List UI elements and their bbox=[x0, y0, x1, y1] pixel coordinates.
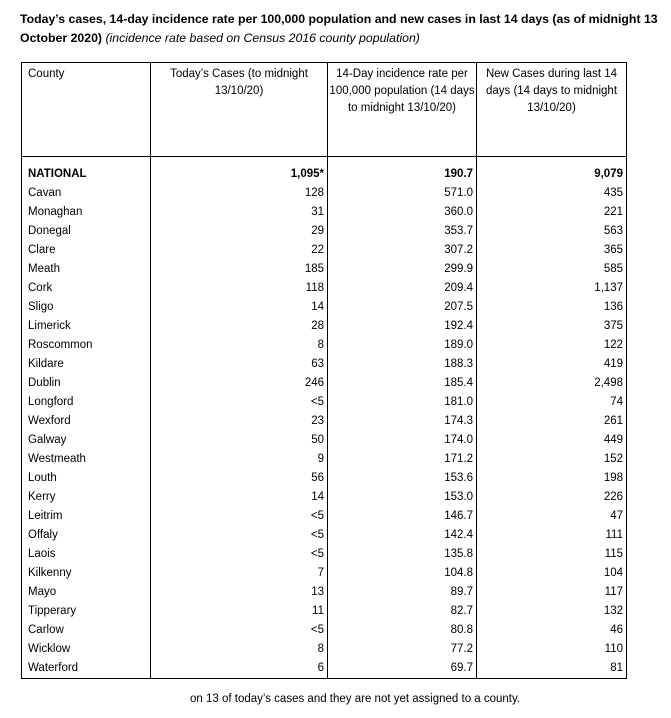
incidence-rate-cell: 360.0 bbox=[328, 203, 477, 222]
new-cases-cell: 47 bbox=[477, 507, 627, 526]
table-row bbox=[22, 374, 627, 393]
todays-cases-cell: 6 bbox=[151, 659, 328, 679]
county-cell: Cork bbox=[22, 279, 151, 298]
todays-cases-cell: <5 bbox=[151, 393, 328, 412]
incidence-rate-cell: 146.7 bbox=[328, 507, 477, 526]
county-cell: Dublin bbox=[22, 374, 151, 393]
table-row bbox=[22, 640, 627, 659]
incidence-rate-cell: 104.8 bbox=[328, 564, 477, 583]
incidence-rate-cell: 307.2 bbox=[328, 241, 477, 260]
table-row bbox=[22, 507, 627, 526]
county-cell: Westmeath bbox=[22, 450, 151, 469]
incidence-rate-cell: 174.3 bbox=[328, 412, 477, 431]
new-cases-cell: 9,079 bbox=[477, 165, 627, 184]
table-row bbox=[22, 583, 627, 602]
new-cases-cell: 585 bbox=[477, 260, 627, 279]
new-cases-cell: 375 bbox=[477, 317, 627, 336]
county-cell: Galway bbox=[22, 431, 151, 450]
county-cases-table bbox=[21, 62, 627, 679]
new-cases-cell: 221 bbox=[477, 203, 627, 222]
table-row bbox=[22, 203, 627, 222]
column-header-incidence-rate: 14-Day incidence rate per 100,000 population (14 days to midnight 13/10/20) bbox=[328, 63, 477, 157]
new-cases-cell: 365 bbox=[477, 241, 627, 260]
todays-cases-cell: 22 bbox=[151, 241, 328, 260]
incidence-rate-cell: 181.0 bbox=[328, 393, 477, 412]
todays-cases-cell: 9 bbox=[151, 450, 328, 469]
incidence-rate-cell: 80.8 bbox=[328, 621, 477, 640]
national-row bbox=[22, 165, 627, 184]
todays-cases-cell: <5 bbox=[151, 621, 328, 640]
incidence-rate-cell: 153.6 bbox=[328, 469, 477, 488]
county-cell: Donegal bbox=[22, 222, 151, 241]
county-cell: Sligo bbox=[22, 298, 151, 317]
table-row bbox=[22, 545, 627, 564]
incidence-rate-cell: 135.8 bbox=[328, 545, 477, 564]
incidence-rate-cell: 174.0 bbox=[328, 431, 477, 450]
table-row bbox=[22, 298, 627, 317]
incidence-rate-cell: 69.7 bbox=[328, 659, 477, 679]
heading-note: (incidence rate based on Census 2016 county population) bbox=[105, 31, 420, 45]
table-header-row bbox=[22, 63, 627, 157]
column-header-new-cases-14-days: New Cases during last 14 days (14 days to midnight 13/10/20) bbox=[477, 63, 627, 157]
todays-cases-cell: 23 bbox=[151, 412, 328, 431]
table-row bbox=[22, 317, 627, 336]
table-row bbox=[22, 355, 627, 374]
table-row bbox=[22, 659, 627, 679]
county-cell: Longford bbox=[22, 393, 151, 412]
county-cell: Clare bbox=[22, 241, 151, 260]
todays-cases-cell: 56 bbox=[151, 469, 328, 488]
todays-cases-cell: 7 bbox=[151, 564, 328, 583]
county-cell: Carlow bbox=[22, 621, 151, 640]
incidence-rate-cell: 77.2 bbox=[328, 640, 477, 659]
table-row bbox=[22, 621, 627, 640]
county-cell: Wicklow bbox=[22, 640, 151, 659]
column-header-todays-cases: Today’s Cases (to midnight 13/10/20) bbox=[151, 63, 328, 157]
todays-cases-cell: <5 bbox=[151, 526, 328, 545]
column-header-county: County bbox=[22, 63, 151, 157]
heading-title: Today’s cases, 14-day incidence rate per 100,000 population and new cases in last 14 days (as of midnight 13 October 2020) bbox=[20, 12, 658, 45]
incidence-rate-cell: 188.3 bbox=[328, 355, 477, 374]
new-cases-cell: 136 bbox=[477, 298, 627, 317]
todays-cases-cell: 246 bbox=[151, 374, 328, 393]
county-cell: Kilkenny bbox=[22, 564, 151, 583]
county-cell: Leitrim bbox=[22, 507, 151, 526]
todays-cases-cell: 63 bbox=[151, 355, 328, 374]
county-cell: Waterford bbox=[22, 659, 151, 679]
county-cell: Cavan bbox=[22, 184, 151, 203]
new-cases-cell: 261 bbox=[477, 412, 627, 431]
county-cell: Louth bbox=[22, 469, 151, 488]
incidence-rate-cell: 190.7 bbox=[328, 165, 477, 184]
county-cell: Meath bbox=[22, 260, 151, 279]
new-cases-cell: 115 bbox=[477, 545, 627, 564]
todays-cases-cell: 118 bbox=[151, 279, 328, 298]
table-row bbox=[22, 184, 627, 203]
incidence-rate-cell: 142.4 bbox=[328, 526, 477, 545]
new-cases-cell: 111 bbox=[477, 526, 627, 545]
new-cases-cell: 117 bbox=[477, 583, 627, 602]
incidence-rate-cell: 571.0 bbox=[328, 184, 477, 203]
todays-cases-cell: 50 bbox=[151, 431, 328, 450]
new-cases-cell: 104 bbox=[477, 564, 627, 583]
table-row bbox=[22, 431, 627, 450]
county-cell: Kerry bbox=[22, 488, 151, 507]
todays-cases-cell: 31 bbox=[151, 203, 328, 222]
incidence-rate-cell: 82.7 bbox=[328, 602, 477, 621]
new-cases-cell: 132 bbox=[477, 602, 627, 621]
county-cell: NATIONAL bbox=[22, 165, 151, 184]
todays-cases-cell: <5 bbox=[151, 507, 328, 526]
table-row bbox=[22, 393, 627, 412]
new-cases-cell: 2,498 bbox=[477, 374, 627, 393]
table-row bbox=[22, 241, 627, 260]
county-cell: Tipperary bbox=[22, 602, 151, 621]
table-row bbox=[22, 602, 627, 621]
incidence-rate-cell: 185.4 bbox=[328, 374, 477, 393]
new-cases-cell: 435 bbox=[477, 184, 627, 203]
table-heading bbox=[20, 10, 660, 48]
table-row bbox=[22, 279, 627, 298]
incidence-rate-cell: 209.4 bbox=[328, 279, 477, 298]
incidence-rate-cell: 299.9 bbox=[328, 260, 477, 279]
new-cases-cell: 74 bbox=[477, 393, 627, 412]
todays-cases-cell: <5 bbox=[151, 545, 328, 564]
table-row bbox=[22, 260, 627, 279]
todays-cases-cell: 14 bbox=[151, 298, 328, 317]
new-cases-cell: 1,137 bbox=[477, 279, 627, 298]
new-cases-cell: 226 bbox=[477, 488, 627, 507]
footnote: on 13 of today’s cases and they are not yet assigned to a county. bbox=[190, 693, 521, 705]
todays-cases-cell: 1,095* bbox=[151, 165, 328, 184]
county-cell: Monaghan bbox=[22, 203, 151, 222]
incidence-rate-cell: 171.2 bbox=[328, 450, 477, 469]
todays-cases-cell: 8 bbox=[151, 336, 328, 355]
todays-cases-cell: 11 bbox=[151, 602, 328, 621]
table-row bbox=[22, 336, 627, 355]
todays-cases-cell: 185 bbox=[151, 260, 328, 279]
incidence-rate-cell: 89.7 bbox=[328, 583, 477, 602]
table-row bbox=[22, 488, 627, 507]
todays-cases-cell: 8 bbox=[151, 640, 328, 659]
incidence-rate-cell: 207.5 bbox=[328, 298, 477, 317]
todays-cases-cell: 128 bbox=[151, 184, 328, 203]
new-cases-cell: 449 bbox=[477, 431, 627, 450]
new-cases-cell: 198 bbox=[477, 469, 627, 488]
table-row bbox=[22, 469, 627, 488]
spacer-row bbox=[22, 157, 627, 166]
incidence-rate-cell: 353.7 bbox=[328, 222, 477, 241]
new-cases-cell: 81 bbox=[477, 659, 627, 679]
table-row bbox=[22, 222, 627, 241]
county-cell: Mayo bbox=[22, 583, 151, 602]
table-row bbox=[22, 526, 627, 545]
new-cases-cell: 46 bbox=[477, 621, 627, 640]
incidence-rate-cell: 192.4 bbox=[328, 317, 477, 336]
county-cell: Offaly bbox=[22, 526, 151, 545]
incidence-rate-cell: 153.0 bbox=[328, 488, 477, 507]
county-cell: Wexford bbox=[22, 412, 151, 431]
table-row bbox=[22, 412, 627, 431]
new-cases-cell: 122 bbox=[477, 336, 627, 355]
new-cases-cell: 419 bbox=[477, 355, 627, 374]
todays-cases-cell: 29 bbox=[151, 222, 328, 241]
new-cases-cell: 152 bbox=[477, 450, 627, 469]
incidence-rate-cell: 189.0 bbox=[328, 336, 477, 355]
county-cell: Laois bbox=[22, 545, 151, 564]
todays-cases-cell: 28 bbox=[151, 317, 328, 336]
table-row bbox=[22, 450, 627, 469]
todays-cases-cell: 13 bbox=[151, 583, 328, 602]
new-cases-cell: 110 bbox=[477, 640, 627, 659]
county-cell: Roscommon bbox=[22, 336, 151, 355]
county-cell: Kildare bbox=[22, 355, 151, 374]
new-cases-cell: 563 bbox=[477, 222, 627, 241]
county-cell: Limerick bbox=[22, 317, 151, 336]
todays-cases-cell: 14 bbox=[151, 488, 328, 507]
table-row bbox=[22, 564, 627, 583]
